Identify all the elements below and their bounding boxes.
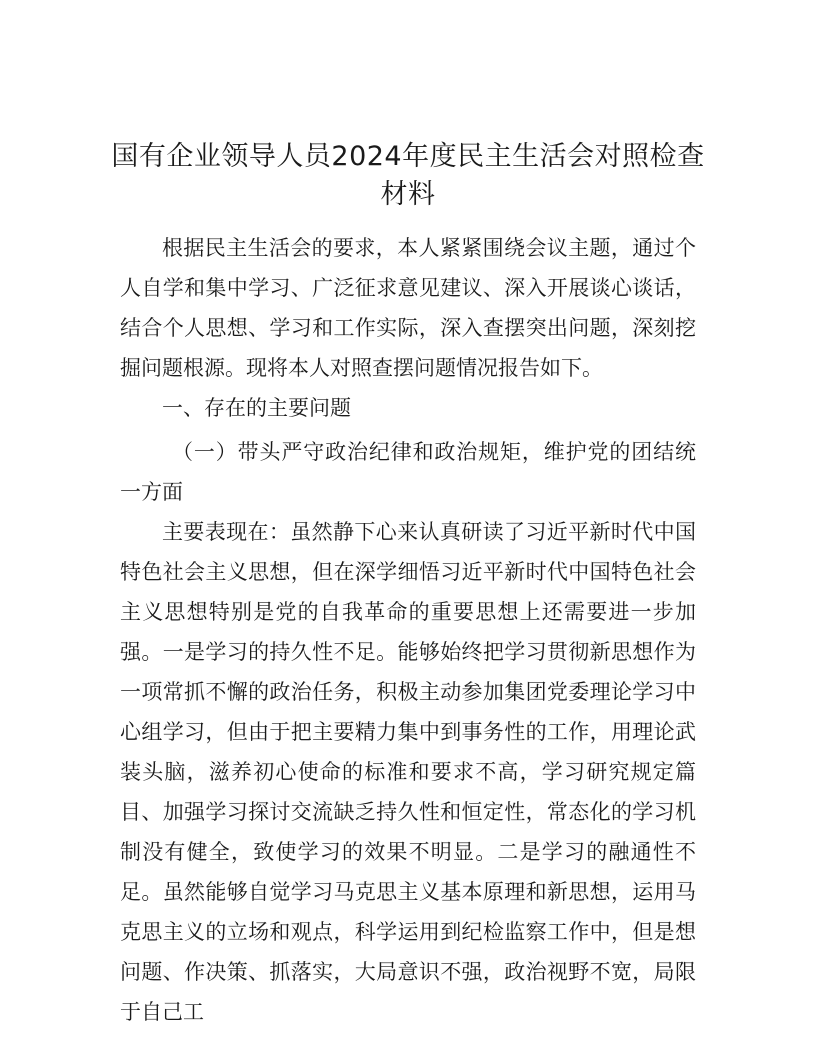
subsection-heading: （一）带头严守政治纪律和政治规矩，维护党的团结统一方面 xyxy=(120,440,696,504)
document-title: 国有企业领导人员2024年度民主生活会对照检查材料 xyxy=(111,141,705,210)
intro-paragraph: 根据民主生活会的要求，本人紧紧围绕会议主题，通过个人自学和集中学习、广泛征求意见建议、深入开展谈心谈话，结合个人思想、学习和工作实际，深入查摆突出问题，深刻挖掘问题根源。现将本人对照查摆问题情况报告如下。 xyxy=(120,236,696,380)
main-body-paragraph: 主要表现在：虽然静下心来认真研读了习近平新时代中国特色社会主义思想，但在深学细悟习近平新时代中国特色社会主义思想特别是党的自我革命的重要思想上还需要进一步加强。一是学习的持久性不足。能够始终把学习贯彻新思想作为一项常抓不懈的政治任务，积极主动参加集团党委理论学习中心组学习，但由于把主要精力集中到事务性的工作，用理论武装头脑，滋养初心使命的标准和要求不高，学习研究规定篇目、加强学习探讨交流缺乏持久性和恒定性，常态化的学习机制没有健全，致使学习的效果不明显。二是学习的融通性不足。虽然能够自觉学习马克思主义基本原理和新思想，运用马克思主义的立场和观点，科学运用到纪检监察工作中，但是想问题、作决策、抓落实，大局意识不强，政治视野不宽，局限于自己工 xyxy=(120,520,696,1024)
section-heading: 一、存在的主要问题 xyxy=(162,396,351,420)
